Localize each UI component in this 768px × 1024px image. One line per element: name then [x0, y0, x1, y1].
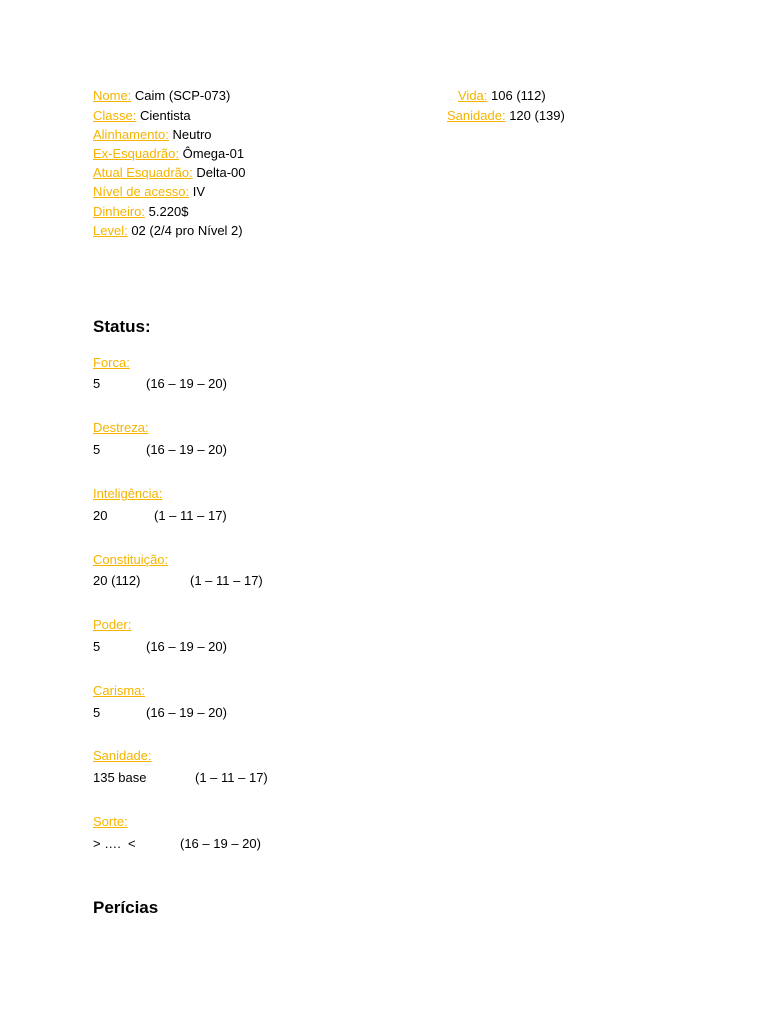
field-value: 02 (2/4 pro Nível 2)	[131, 223, 243, 238]
stat-range-poder: (16 – 19 – 20)	[146, 639, 227, 654]
field-label: Level:	[93, 223, 128, 238]
field-label: Classe:	[93, 108, 137, 123]
stat-value-sanidade: 135 base	[93, 770, 147, 785]
stat-range-inteligencia: (1 – 11 – 17)	[154, 508, 227, 523]
field-label: Nível de acesso:	[93, 184, 190, 199]
field-label: Vida:	[458, 88, 488, 103]
field-value: 106 (112)	[491, 88, 546, 103]
field-value: IV	[192, 184, 206, 199]
stat-label-carisma: Carisma:	[93, 683, 146, 698]
field-value: Delta-00	[196, 165, 246, 180]
stat-range-sanidade: (1 – 11 – 17)	[195, 770, 268, 785]
field-sanidade-atual	[447, 108, 565, 124]
field-value: Neutro	[172, 127, 212, 142]
stat-value-constituicao: 20 (112)	[93, 573, 141, 588]
field-vida	[458, 88, 546, 104]
field-label: Dinheiro:	[93, 204, 146, 219]
stat-value-forca: 5	[93, 376, 101, 391]
stat-value-carisma: 5	[93, 705, 101, 720]
pericias-heading: Perícias	[93, 898, 159, 917]
field-alinhamento	[93, 127, 212, 143]
status-heading: Status:	[93, 317, 151, 336]
field-value: 5.220$	[148, 204, 189, 219]
stat-label-sorte: Sorte:	[93, 814, 128, 829]
stat-label-forca: Forca:	[93, 355, 130, 370]
field-nivel-acesso	[93, 184, 205, 200]
field-value: Caim (SCP-073)	[134, 88, 231, 103]
field-label: Ex-Esquadrão:	[93, 146, 179, 161]
stat-label-destreza: Destreza:	[93, 420, 149, 435]
field-dinheiro	[93, 204, 188, 220]
field-level	[93, 223, 243, 239]
field-label: Sanidade:	[447, 108, 506, 123]
stat-range-destreza: (16 – 19 – 20)	[146, 442, 227, 457]
field-label: Nome:	[93, 88, 132, 103]
stat-value-sorte: > …. <	[93, 836, 136, 851]
field-value: Cientista	[139, 108, 191, 123]
field-classe	[93, 108, 191, 124]
stat-label-inteligencia: Inteligência:	[93, 486, 163, 501]
stat-label-poder: Poder:	[93, 617, 132, 632]
field-label: Alinhamento:	[93, 127, 169, 142]
stat-range-constituicao: (1 – 11 – 17)	[190, 573, 263, 588]
stat-value-destreza: 5	[93, 442, 101, 457]
field-value: 120 (139)	[509, 108, 565, 123]
field-ex-esquadrao	[93, 146, 244, 162]
field-value: Ômega-01	[182, 146, 245, 161]
field-nome	[93, 88, 230, 104]
stat-range-carisma: (16 – 19 – 20)	[146, 705, 227, 720]
stat-value-inteligencia: 20	[93, 508, 108, 523]
stat-label-constituicao: Constituição:	[93, 552, 169, 567]
field-label: Atual Esquadrão:	[93, 165, 193, 180]
stat-value-poder: 5	[93, 639, 101, 654]
stat-range-forca: (16 – 19 – 20)	[146, 376, 227, 391]
stat-label-sanidade: Sanidade:	[93, 748, 152, 763]
stat-range-sorte: (16 – 19 – 20)	[180, 836, 261, 851]
field-atual-esquadrao	[93, 165, 246, 181]
